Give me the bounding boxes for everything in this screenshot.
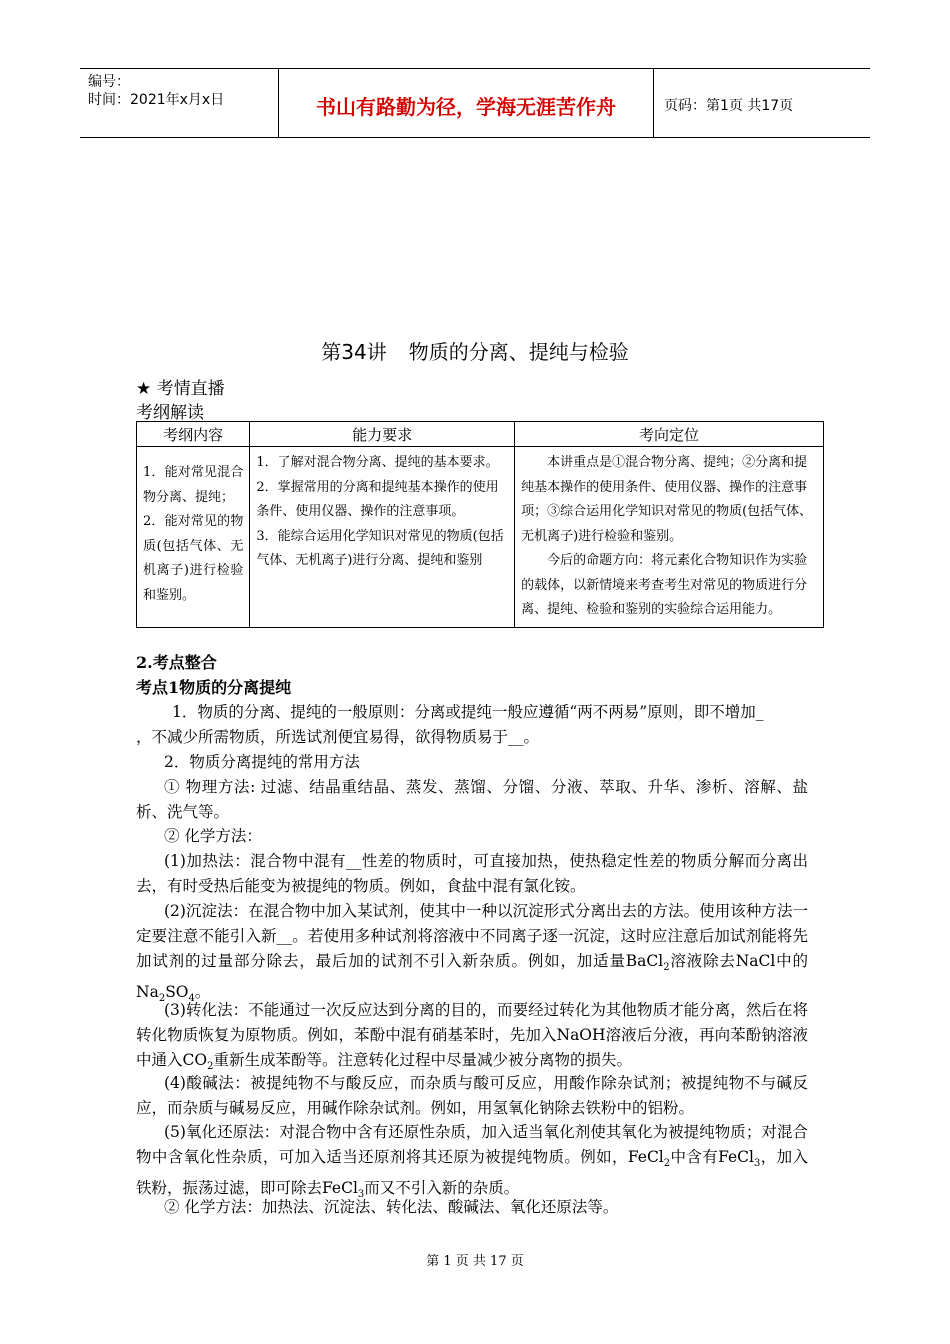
conversion-text: (3)转化法：不能通过一次反应达到分离的目的，而要经过转化为其他物质才能分离，然后在将转化物质恢复为原物质。例如，苯酚中混有硝基苯时，先加入NaOH溶液后分液，再向苯酚钠溶液中通入CO — [136, 1001, 808, 1069]
precipitation-text: SO — [165, 983, 189, 1002]
table-header-row — [137, 422, 824, 447]
subscript: 2 — [158, 993, 166, 1005]
content-item: 1．能对常见混合物分离、提纯； — [143, 465, 244, 505]
principle-paragraph: 1．物质的分离、提纯的一般原则：分离或提纯一般应遵循“两不两易”原则，即不增加_ — [172, 703, 764, 721]
redox-text: 而又不引入新的杂质。 — [364, 1179, 520, 1198]
orientation-paragraph: 本讲重点是①混合物分离、提纯；②分离和提纯基本操作的使用条件、使用仪器、操作的注意事项；③综合运用化学知识对常见的物质(包括气体、无机离子)进行检验和鉴别。 — [521, 455, 813, 544]
methods-heading: 2．物质分离提纯的常用方法 — [164, 753, 360, 771]
header-page-code: 页码：第1页 共17页 — [664, 98, 794, 114]
subscript: 4 — [188, 993, 195, 1005]
subscript: 2 — [207, 1061, 214, 1073]
acid-base-method: (4)酸碱法：被提纯物不与酸反应，而杂质与酸可反应，用酸作除杂试剂；被提纯物不与碱反应，而杂质与碱易反应，用碱作除杂试剂。例如，用氢氧化钠除去铁粉中的铝粉。 — [136, 1074, 808, 1117]
section-exam-overview: ★ 考情直播 — [136, 379, 225, 399]
subscript: 2 — [663, 962, 670, 974]
header-middle-cell — [279, 69, 654, 137]
precipitation-method — [136, 899, 808, 1011]
orientation-paragraph: 今后的命题方向：将元素化合物知识作为实验的载体，以新情境来考查考生对常见的物质进行分离、提纯、检验和鉴别的实验综合运用能力。 — [521, 553, 808, 617]
precipitation-text: 。 — [194, 983, 211, 1002]
page-title — [0, 336, 950, 365]
cell-ability — [250, 447, 515, 628]
redox-text: ，加入铁粉，振荡过滤，即可除去FeCl — [136, 1148, 808, 1198]
precipitation-text: 溶液除去NaCl中的Na — [136, 952, 808, 1002]
redox-text: (5)氧化还原法：对混合物中含有还原性杂质，加入适当氧化剂使其氧化为被提纯物质；对混合物中含氧化性杂质，可加入适当还原剂将其还原为被提纯物质。例如，FeCl — [136, 1123, 808, 1166]
cell-orientation — [515, 447, 824, 628]
subscript: 2 — [663, 1158, 671, 1170]
document-number: 编号： — [88, 74, 130, 90]
table-row — [137, 447, 824, 628]
cell-content — [137, 447, 250, 628]
document-date: 时间：2021年x月x日 — [88, 92, 225, 108]
subscript: 3 — [754, 1158, 761, 1170]
ability-item: 2．掌握常用的分离和提纯基本操作的使用条件、使用仪器、操作的注意事项。 — [256, 479, 499, 519]
syllabus-table — [136, 421, 824, 628]
key-point-1-heading: 考点1物质的分离提纯 — [136, 678, 292, 697]
header-left-cell — [80, 69, 279, 137]
ability-item: 3．能综合运用化学知识对常见的物质(包括气体、无机离子)进行分离、提纯和鉴别 — [256, 528, 504, 568]
principle-continuation: ，不减少所需物质，所选试剂便宜易得，欲得物质易于__。 — [136, 728, 540, 746]
redox-text: 中含有FeCl — [670, 1148, 755, 1166]
chemical-methods-summary: ② 化学方法：加热法、沉淀法、转化法、酸碱法、氧化还原法等。 — [164, 1198, 619, 1216]
header-orientation: 考向定位 — [515, 422, 824, 447]
content-item: 2．能对常见的物质(包括气体、无机离子)进行检验和鉴别。 — [143, 514, 244, 603]
page-header — [80, 68, 870, 138]
conversion-method — [136, 998, 808, 1079]
header-right-cell — [654, 69, 870, 137]
section-outline-reading: 考纲解读 — [136, 403, 204, 423]
conversion-text: 重新生成苯酚等。注意转化过程中尽量减少被分离物的损失。 — [213, 1051, 632, 1069]
lecture-topic: 物质的分离、提纯与检验 — [408, 340, 629, 364]
lecture-number: 第34讲 — [321, 340, 387, 364]
header-ability: 能力要求 — [250, 422, 515, 447]
subscript: 3 — [357, 1189, 365, 1201]
heating-method: (1)加热法：混合物中混有__性差的物质时，可直接加热，使热稳定性差的物质分解而分离出去，有时受热后能变为被提纯的物质。例如，食盐中混有氯化铵。 — [136, 852, 808, 895]
section-key-points: 2.考点整合 — [136, 653, 217, 672]
header-content: 考纲内容 — [137, 422, 250, 447]
header-motto: 书山有路勤为径，学海无涯苦作舟 — [316, 95, 616, 119]
precipitation-text: (2)沉淀法：在混合物中加入某试剂，使其中一种以沉淀形式分离出去的方法。使用该种方法一定要注意不能引入新__。若使用多种试剂将溶液中不同离子逐一沉淀，这时应注意后加试剂能将先加试剂的过量部分除去，最后加的试剂不引入新杂质。例如，加适量BaCl — [136, 902, 808, 970]
page-footer: 第 1 页 共 17 页 — [426, 1254, 524, 1269]
chemical-methods-heading: ② 化学方法： — [164, 827, 262, 845]
ability-item: 1．了解对混合物分离、提纯的基本要求。 — [256, 455, 499, 470]
physical-methods: ① 物理方法: 过滤、结晶重结晶、蒸发、蒸馏、分馏、分液、萃取、升华、渗析、溶解、盐析、洗气等。 — [136, 778, 808, 821]
